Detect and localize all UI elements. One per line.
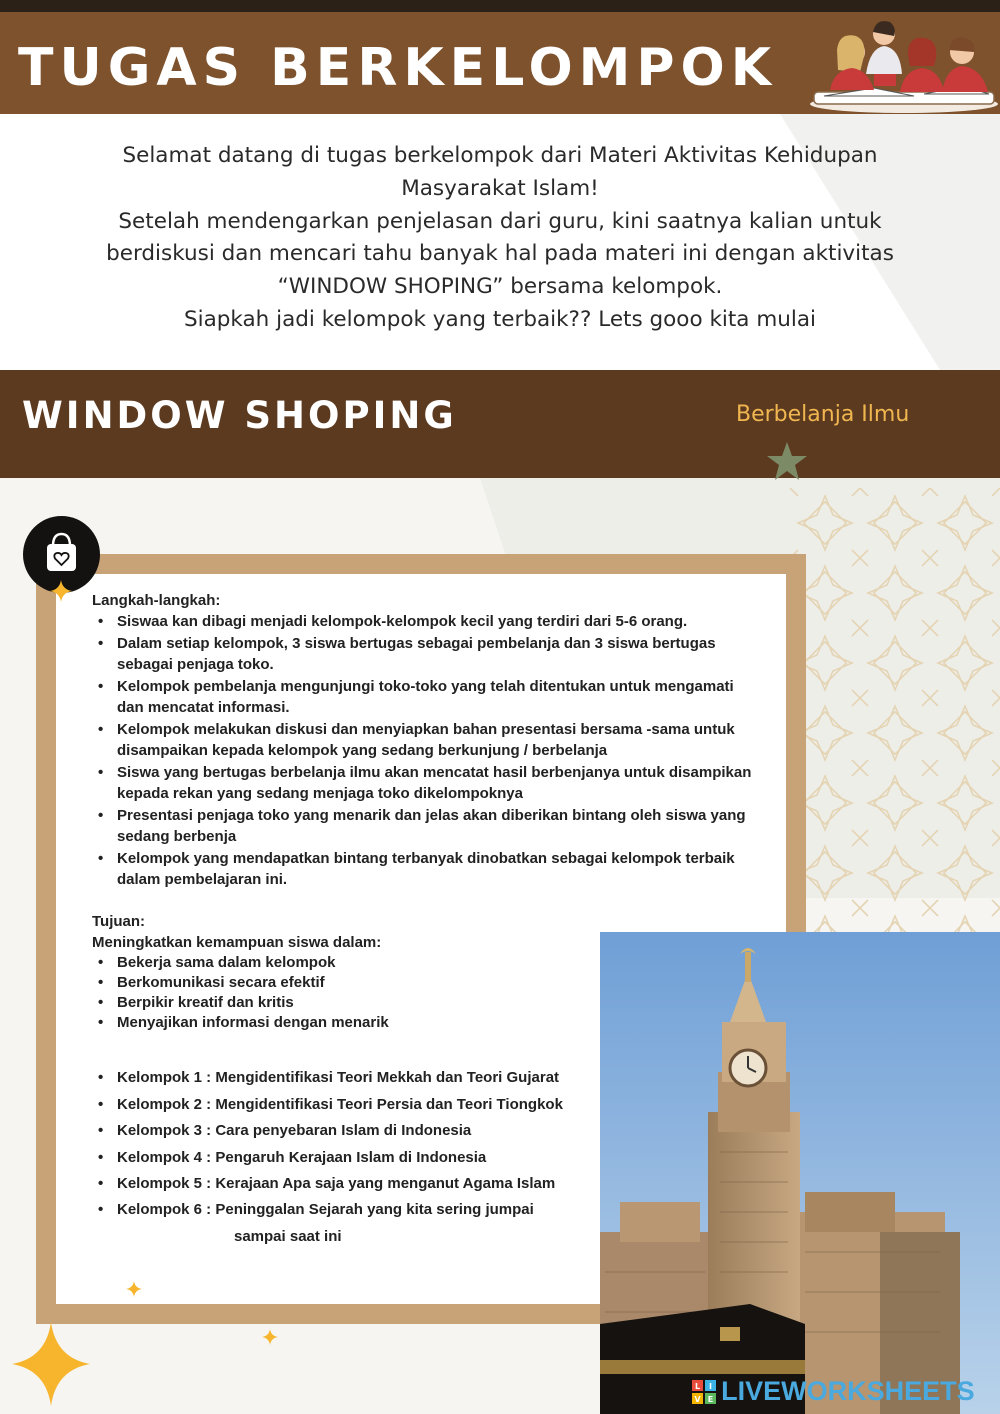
mecca-clock-tower-photo xyxy=(600,932,1000,1414)
list-item: • Kelompok 4 : Pengaruh Kerajaan Islam di Indonesia xyxy=(92,1145,762,1171)
liveworksheets-logo xyxy=(692,1376,975,1407)
list-item: • Presentasi penjaga toko yang menarik dan jelas akan diberikan bintang oleh siswa yang sedang berbenja xyxy=(92,805,762,848)
sparkle-icon xyxy=(126,1281,142,1297)
intro-line: Selamat datang di tugas berkelompok dari Materi Aktivitas Kehidupan xyxy=(122,143,878,168)
list-item: • Bekerja sama dalam kelompok xyxy=(92,953,762,973)
list-item: • Kelompok 1 : Mengidentifikasi Teori Mekkah dan Teori Gujarat xyxy=(92,1065,762,1091)
sparkle-icon xyxy=(12,1322,90,1406)
list-item: • Kelompok pembelanja mengunjungi toko-toko yang telah ditentukan untuk mengamati dan mencatat informasi. xyxy=(92,676,762,719)
list-item: • Berpikir kreatif dan kritis xyxy=(92,993,762,1013)
logo-letter: E xyxy=(707,1394,714,1404)
list-item: • Siswa yang bertugas berbelanja ilmu akan mencatat hasil berbenjanya untuk disampikan kepada rekan yang sedang menjaga toko dikelompoknya xyxy=(92,762,762,805)
intro-line: “WINDOW SHOPING” bersama kelompok. xyxy=(277,274,723,300)
section-title: WINDOW SHOPING xyxy=(22,394,457,437)
students-illustration xyxy=(804,12,1000,114)
intro-line: Masyarakat Islam! xyxy=(401,175,599,201)
logo-letter: I xyxy=(709,1381,712,1391)
steps-label: Langkah-langkah: xyxy=(92,592,221,609)
sparkle-icon xyxy=(50,580,72,602)
header-banner xyxy=(0,12,1000,114)
list-item: • Kelompok melakukan diskusi dan menyiapkan bahan presentasi bersama -sama untuk disampaikan kepada kelompok yang sedang berkunjung / berbelanja xyxy=(92,719,762,762)
list-item: • Dalam setiap kelompok, 3 siswa bertugas sebagai pembelanja dan 3 siswa bertugas sebagai penjaga toko. xyxy=(92,633,762,676)
group-continuation: sampai saat ini xyxy=(234,1227,342,1245)
logo-letter: V xyxy=(694,1394,701,1404)
goals-label: Tujuan: xyxy=(92,912,146,930)
page-title: TUGAS BERKELOMPOK xyxy=(18,38,778,98)
intro-line: Siapkah jadi kelompok yang terbaik?? Lets gooo kita mulai xyxy=(183,306,817,332)
list-item: • Siswaa kan dibagi menjadi kelompok-kelompok kecil yang terdiri dari 5-6 orang. xyxy=(92,611,762,633)
list-item: • Menyajikan informasi dengan menarik xyxy=(92,1013,762,1033)
top-border xyxy=(0,0,1000,12)
section-banner xyxy=(0,370,1000,478)
star-icon xyxy=(766,441,808,481)
intro-section xyxy=(0,114,1000,370)
list-item: • Berkomunikasi secara efektif xyxy=(92,973,762,993)
intro-line: berdiskusi dan mencari tahu banyak hal pada materi ini dengan aktivitas xyxy=(106,241,894,267)
list-item: • Kelompok 6 : Peninggalan Sejarah yang kita sering jumpai xyxy=(92,1197,762,1223)
list-item: • Kelompok 3 : Cara penyebaran Islam di Indonesia xyxy=(92,1118,762,1144)
logo-grid-icon xyxy=(692,1380,716,1404)
list-item: • Kelompok 2 : Mengidentifikasi Teori Persia dan Teori Tiongkok xyxy=(92,1092,762,1118)
goals-sublabel: Meningkatkan kemampuan siswa dalam: xyxy=(92,933,382,951)
intro-text xyxy=(20,140,980,337)
intro-line: Setelah mendengarkan penjelasan dari guru, kini saatnya kalian untuk xyxy=(118,208,882,234)
steps-list xyxy=(92,611,762,891)
logo-text: LIVEWORKSHEETS xyxy=(721,1376,975,1406)
sparkle-icon xyxy=(262,1329,278,1345)
list-item: • Kelompok 5 : Kerajaan Apa saja yang menganut Agama Islam xyxy=(92,1171,762,1197)
section-subtitle: Berbelanja Ilmu xyxy=(736,402,910,427)
logo-letter: L xyxy=(694,1381,701,1391)
list-item: • Kelompok yang mendapatkan bintang terbanyak dinobatkan sebagai kelompok terbaik dalam pembelajaran ini. xyxy=(92,848,762,891)
